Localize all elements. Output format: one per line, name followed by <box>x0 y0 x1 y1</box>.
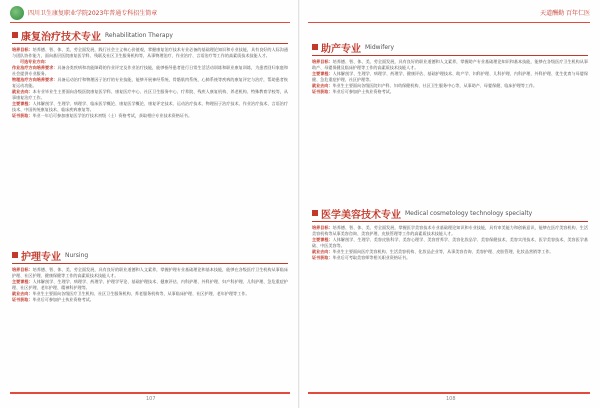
section-underline <box>312 55 588 56</box>
section-title-en: Rehabilitation Therapy <box>105 31 173 39</box>
square-bullet-icon <box>312 210 318 216</box>
square-bullet-icon <box>312 44 318 50</box>
section-title <box>312 206 588 220</box>
paragraph: 培养目标：培养德、智、体、美、劳全面发展，践行社会主义核心价值观，掌握康复治疗技术专业必备的基础理论知识和专业技能，具有良好的人际沟通与团队协作能力，面向基层医院康复医学科、残联及社区卫生服务机构等，从事物理治疗、作业治疗、言语治疗等工作的高素质技术技能人才。 <box>12 47 289 58</box>
paragraph: 培养目标：培养德、智、体、美、劳全面发展，具有良好的职业道德和人文素养，掌握助产专业基础理论知识和基本技能，能够在各级医疗卫生机构从事助产、母婴保健及临床护理等工作的高素质技术技能人才。 <box>312 59 589 70</box>
section-title-cn: 助产专业 <box>321 43 361 55</box>
section-title-cn: 康复治疗技术专业 <box>21 31 101 43</box>
paragraph: 证书获取：毕业后可参加护士执业资格考试。 <box>312 89 394 94</box>
section-title <box>12 28 288 42</box>
footer-divider <box>308 392 590 394</box>
section-title-en: Medical cosmetology technology specialty <box>405 209 533 217</box>
paragraph: 就业去向：毕业生主要面向各级医疗卫生机构、社区卫生服务机构、养老服务机构等，从事临床护理、社区护理、老年护理等工作。 <box>12 291 250 296</box>
section-rehabilitation <box>12 28 288 119</box>
footer-divider <box>10 392 290 394</box>
section-underline <box>12 43 288 44</box>
section-cosmetology <box>312 206 588 261</box>
page-header-left <box>10 6 290 20</box>
paragraph: 就业去向：毕业生主要面向各级医院妇产科、妇幼保健机构、社区卫生服务中心等，从事助产、母婴保健、临床护理等工作。 <box>312 83 538 88</box>
section-underline <box>312 221 588 222</box>
header-divider <box>10 22 290 23</box>
paragraph: 就业去向：本专业毕业生主要面向各级医院康复医学科、康复医疗中心、社区卫生服务中心、疗养院、残疾人康复机构、养老机构、特殊教育学校等，从事康复治疗工作。 <box>12 89 289 100</box>
paragraph: 作业治疗方向培养要求：具备各类疾病和功能障碍的作业评定及作业治疗技能，能够指导患者进行日常生活活动训练和职业康复训练，为患者回归家庭和社会提供专业服务。 <box>12 65 289 76</box>
section-title-cn: 医学美容技术专业 <box>321 209 401 221</box>
paragraph: 主要课程：人体解剖学、生理学、病理学、药理学、护理学导论、基础护理技术、健康评估、内科护理、外科护理、妇产科护理、儿科护理、急危重症护理、社区护理、老年护理、精神科护理等。 <box>12 279 289 290</box>
square-bullet-icon <box>12 252 18 258</box>
paragraph: 培养目标：培养德、智、体、美、劳全面发展，具有良好的职业道德和人文素养，掌握护理专业基础理论和基本技能，能够在各级医疗卫生机构从事临床护理、社区护理、健康保健等工作的高素质技术技能人才。 <box>12 267 289 278</box>
paragraph: 证书获取：毕业后可考取美容师等相关职业资格证书。 <box>312 255 411 260</box>
header-divider <box>308 22 590 23</box>
header-title-left: 四川卫生康复职业学院2023年普通专科招生简章 <box>28 10 158 17</box>
paragraph: 主要课程：人体解剖学、生理学、美容皮肤科学、美容心理学、美容营养学、美容化妆品学、美容保健技术、美容实用技术、医学美容技术、美容医学基础、中医美容等。 <box>312 237 589 248</box>
header-title-right: 天道酬勤 百年仁医 <box>540 10 590 17</box>
section-midwifery <box>312 40 588 95</box>
page-number-left: 107 <box>146 396 156 402</box>
paragraph: 主要课程：人体解剖学、生理学、病理学、药理学、健康评估、基础护理技术、助产学、妇科护理、儿科护理、内科护理、外科护理、优生优育与母婴保健、急危重症护理、社区护理等。 <box>312 71 589 82</box>
paragraph: 证书获取：毕业后可参加护士执业资格考试。 <box>12 297 94 302</box>
square-bullet-icon <box>12 32 18 38</box>
paragraph: 证书获取：毕业一年后可参加康复医学治疗技术初级（士）资格考试，获取相应专业技术资格证书。 <box>12 113 193 118</box>
sub-heading: 可选专业方向： <box>20 59 49 64</box>
paragraph: 就业去向：毕业生主要面向医疗美容机构、生活美容机构、化妆品企业等，从事美容咨询、美容护理、皮肤管理、化妆品营销等工作。 <box>312 249 554 254</box>
section-title-cn: 护理专业 <box>21 251 61 263</box>
section-title-en: Nursing <box>65 251 89 259</box>
paragraph: 主要课程：人体解剖学、生理学、病理学、临床医学概论、康复医学概论、康复评定技术、运动治疗技术、物理因子治疗技术、作业治疗技术、言语治疗技术、中国传统康复技术、临床疾病康复等。 <box>12 101 289 112</box>
section-title-en: Midwifery <box>365 43 395 51</box>
paragraph: 培养目标：培养德、智、体、美、劳全面发展，掌握医学美容技术专业基础理论知识和专业技能，具有审美能力和创新意识，能够在医疗美容机构、生活美容机构等从事美容咨询、美容护理、皮肤管理等工作的高素质技术技能人才。 <box>312 225 589 236</box>
section-underline <box>12 263 288 264</box>
section-title <box>12 248 288 262</box>
section-nursing <box>12 248 288 303</box>
paragraph: 物理治疗方向培养要求：具备运动治疗和物理因子治疗的专业技能，能够开展神经系统、骨骼肌肉系统、心肺系统等疾病的康复评定与治疗，帮助患者恢复运动功能。 <box>12 77 289 88</box>
school-logo <box>10 6 24 20</box>
right-page <box>300 0 600 408</box>
page-number-right: 108 <box>446 396 456 402</box>
section-title <box>312 40 588 54</box>
